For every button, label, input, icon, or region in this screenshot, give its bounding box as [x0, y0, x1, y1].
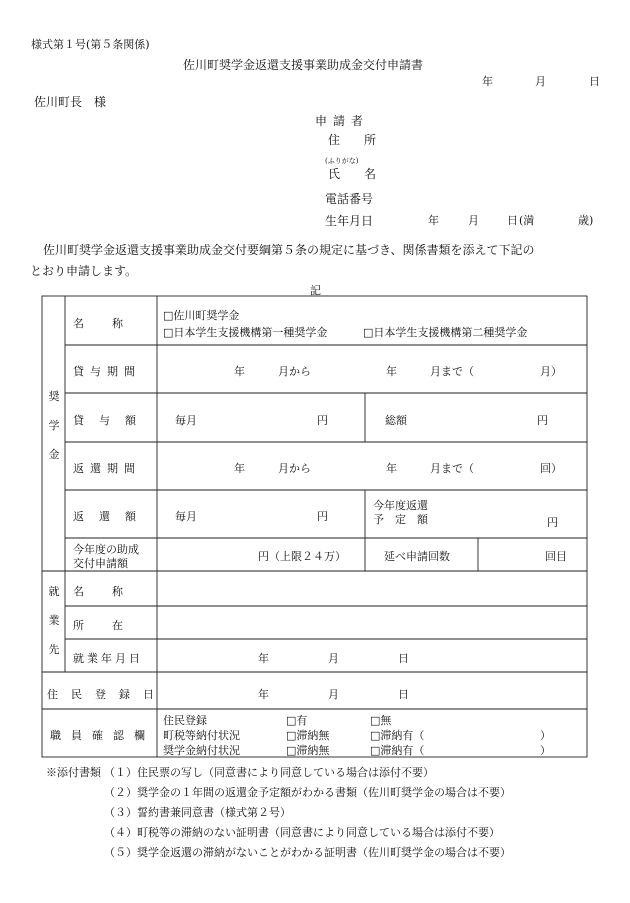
employer-group-char-3: 先 — [48, 643, 60, 656]
loan-period-end: 月） — [540, 365, 562, 378]
attachment-item: （５）奨学金返還の滞納がないことがわかる証明書（佐川町奨学金の場合は不要） — [104, 846, 511, 859]
attachment-item: （１）住民票の写し（同意書により同意している場合は添付不要） — [104, 766, 434, 779]
attachment-item: （３）誓約書兼同意書（様式第２号） — [104, 806, 291, 819]
option-sakawa-scholarship[interactable]: □佐川町奨学金 — [163, 309, 240, 322]
age-suffix: 歳) — [578, 214, 594, 227]
loan-total-label: 総額 — [385, 414, 407, 427]
residence-month[interactable]: 月 — [328, 688, 339, 701]
birth-month-label: 月 — [468, 214, 479, 227]
birth-day-label: 日 — [507, 214, 518, 227]
staff-check-scholarship-delinquent[interactable]: □滞納有（ — [370, 744, 425, 757]
scholarship-group-char-3: 金 — [48, 448, 60, 461]
repay-planned-label-line2: 予 定 額 — [373, 513, 428, 526]
scholarship-group-char-1: 奨 — [48, 390, 60, 403]
repay-period-end: 回） — [540, 462, 562, 475]
staff-check-residence-no[interactable]: □無 — [370, 714, 392, 727]
furigana-label: (ふりがな) — [325, 157, 359, 165]
residence-registration-label: 住民登録日 — [47, 688, 167, 701]
cumulative-count-value[interactable]: 回目 — [545, 550, 567, 563]
phone-label: 電話番号 — [325, 192, 374, 206]
loan-monthly-yen[interactable]: 円 — [317, 414, 328, 427]
employer-group-char-1: 就 — [48, 585, 60, 598]
repay-planned-yen[interactable]: 円 — [547, 516, 558, 529]
attachments-prefix: ※添付書類 — [46, 766, 101, 779]
staff-check-item-residence: 住民登録 — [163, 714, 207, 727]
staff-check-item-tax: 町税等納付状況 — [163, 729, 240, 742]
form-number: 様式第１号(第５条関係) — [31, 38, 150, 51]
date-year-label: 年 — [482, 75, 493, 88]
row-label-repay-period: 返還期間 — [73, 462, 141, 475]
row-label-name: 名称 — [73, 317, 151, 330]
residence-year[interactable]: 年 — [258, 688, 269, 701]
loan-period-from[interactable]: 年 月から — [234, 365, 311, 378]
row-label-repay-amount: 返還額 — [73, 510, 151, 523]
applicant-heading: 申請者 — [315, 114, 370, 128]
residence-day[interactable]: 日 — [398, 688, 409, 701]
repay-planned-label-line1: 今年度返還 — [373, 499, 428, 512]
row-label-loan-period: 貸与期間 — [73, 365, 141, 378]
scholarship-group-char-2: 学 — [48, 419, 60, 432]
address-label: 住 所 — [328, 133, 377, 147]
employer-name-label: 名称 — [73, 585, 151, 598]
subsidy-label-line1: 今年度の助成 — [73, 543, 139, 556]
staff-check-tax-end: ） — [540, 729, 551, 742]
staff-check-residence-yes[interactable]: □有 — [286, 714, 308, 727]
employer-group-char-2: 業 — [48, 614, 60, 627]
birth-year-label: 年 — [428, 214, 439, 227]
staff-check-item-scholarship: 奨学金納付状況 — [163, 744, 240, 757]
employment-start-month[interactable]: 月 — [328, 652, 339, 665]
attachment-item: （２）奨学金の１年間の返還金予定額がわかる書類（佐川町奨学金の場合は不要） — [104, 786, 511, 799]
addressee: 佐川町長 様 — [34, 95, 107, 109]
age-prefix: (満 — [519, 214, 535, 227]
row-label-loan-amount: 貸与額 — [73, 414, 151, 427]
employment-start-year[interactable]: 年 — [258, 652, 269, 665]
ki-label: 記 — [310, 284, 321, 297]
loan-monthly-label: 毎月 — [175, 414, 197, 427]
cumulative-count-label: 延べ申請回数 — [384, 550, 450, 563]
employer-location-label: 所在 — [73, 619, 151, 632]
subsidy-label-line2: 交付申請額 — [73, 557, 128, 570]
date-day-label: 日 — [589, 75, 600, 88]
repay-period-to[interactable]: 年 月まで（ — [386, 462, 474, 475]
employment-start-day[interactable]: 日 — [398, 652, 409, 665]
option-jasso-type1[interactable]: □日本学生支援機構第一種奨学金 — [163, 326, 328, 339]
name-label: 氏 名 — [328, 167, 377, 181]
date-month-label: 月 — [535, 75, 546, 88]
employment-start-label: 就業年月日 — [73, 652, 143, 665]
loan-total-yen[interactable]: 円 — [537, 414, 548, 427]
staff-check-tax-none[interactable]: □滞納無 — [286, 729, 330, 742]
staff-check-scholarship-end: ） — [540, 744, 551, 757]
attachment-item: （４）町税等の滞納のない証明書（同意書により同意している場合は添付不要） — [104, 826, 500, 839]
birthdate-label: 生年月日 — [325, 214, 374, 228]
repay-monthly-label: 毎月 — [175, 510, 197, 523]
option-jasso-type2[interactable]: □日本学生支援機構第二種奨学金 — [363, 326, 528, 339]
staff-check-label: 職員確認欄 — [50, 729, 155, 742]
repay-monthly-yen[interactable]: 円 — [317, 510, 328, 523]
staff-check-scholarship-none[interactable]: □滞納無 — [286, 744, 330, 757]
staff-check-tax-delinquent[interactable]: □滞納有（ — [370, 729, 425, 742]
subsidy-value[interactable]: 円（上限２４万） — [258, 550, 346, 563]
loan-period-to[interactable]: 年 月まで（ — [386, 365, 474, 378]
form-title: 佐川町奨学金返還支援事業助成金交付申請書 — [183, 58, 424, 72]
body-text-line2: とおり申請します。 — [30, 264, 138, 278]
body-text-line1: 佐川町奨学金返還支援事業助成金交付要綱第５条の規定に基づき、関係書類を添えて下記の — [43, 243, 535, 257]
repay-period-from[interactable]: 年 月から — [234, 462, 311, 475]
